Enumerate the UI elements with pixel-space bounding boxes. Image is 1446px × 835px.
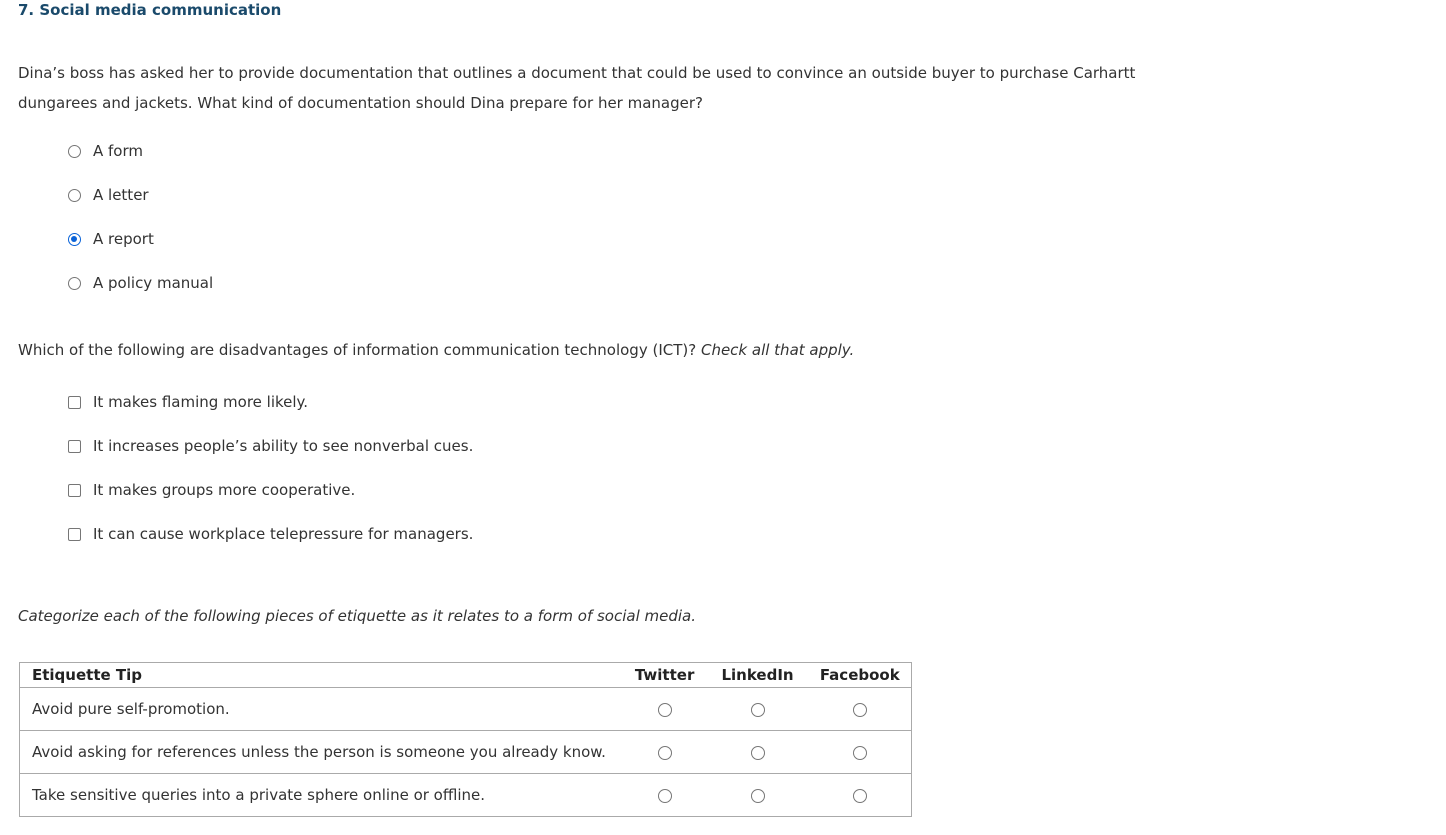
- q1-option-policy-manual[interactable]: [68, 273, 213, 293]
- cell-linkedin: [707, 731, 809, 774]
- table-row: [20, 688, 912, 731]
- option-label: A report: [93, 230, 154, 248]
- checkbox[interactable]: [68, 440, 81, 453]
- radio-twitter[interactable]: [658, 703, 672, 717]
- radio-linkedin[interactable]: [751, 746, 765, 760]
- table-row: [20, 774, 912, 817]
- cell-twitter: [623, 731, 707, 774]
- checkbox[interactable]: [68, 528, 81, 541]
- q1-option-report[interactable]: [68, 229, 154, 249]
- table-row: [20, 731, 912, 774]
- etiquette-tip-text: Avoid asking for references unless the person is someone you already know.: [20, 731, 623, 774]
- checkbox[interactable]: [68, 484, 81, 497]
- checkbox[interactable]: [68, 396, 81, 409]
- etiquette-table: [19, 662, 912, 817]
- radio-linkedin[interactable]: [751, 703, 765, 717]
- table-header-row: [20, 663, 912, 688]
- q2-option-flaming[interactable]: [68, 392, 308, 412]
- option-label: A policy manual: [93, 274, 214, 292]
- radio-button[interactable]: [68, 145, 81, 158]
- header-twitter: Twitter: [623, 663, 707, 688]
- question-2-text: Which of the following are disadvantages of information communication technology (ICT)?: [18, 341, 697, 359]
- radio-button[interactable]: [68, 189, 81, 202]
- radio-linkedin[interactable]: [751, 789, 765, 803]
- question-2-prompt: [18, 341, 854, 359]
- cell-facebook: [809, 688, 912, 731]
- option-label: It increases people’s ability to see nonverbal cues.: [93, 437, 474, 455]
- cell-twitter: [623, 774, 707, 817]
- q1-option-letter[interactable]: [68, 185, 149, 205]
- header-etiquette-tip: Etiquette Tip: [20, 663, 623, 688]
- radio-facebook[interactable]: [853, 789, 867, 803]
- cell-linkedin: [707, 774, 809, 817]
- q2-option-telepressure[interactable]: [68, 524, 473, 544]
- header-facebook: Facebook: [809, 663, 912, 688]
- radio-facebook[interactable]: [853, 746, 867, 760]
- q1-option-form[interactable]: [68, 141, 143, 161]
- cell-twitter: [623, 688, 707, 731]
- option-label: It makes groups more cooperative.: [93, 481, 356, 499]
- q2-option-nonverbal-cues[interactable]: [68, 436, 473, 456]
- option-label: A form: [93, 142, 144, 160]
- option-label: It can cause workplace telepressure for managers.: [93, 525, 474, 543]
- etiquette-tip-text: Avoid pure self-promotion.: [20, 688, 623, 731]
- cell-facebook: [809, 774, 912, 817]
- radio-facebook[interactable]: [853, 703, 867, 717]
- header-linkedin: LinkedIn: [707, 663, 809, 688]
- radio-twitter[interactable]: [658, 746, 672, 760]
- etiquette-tip-text: Take sensitive queries into a private sphere online or offline.: [20, 774, 623, 817]
- radio-twitter[interactable]: [658, 789, 672, 803]
- cell-linkedin: [707, 688, 809, 731]
- question-3-prompt: Categorize each of the following pieces of etiquette as it relates to a form of social media.: [18, 607, 697, 625]
- radio-button-selected[interactable]: [68, 233, 81, 246]
- q2-option-cooperative[interactable]: [68, 480, 355, 500]
- option-label: A letter: [93, 186, 149, 204]
- option-label: It makes flaming more likely.: [93, 393, 309, 411]
- question-2-instruction: Check all that apply.: [700, 341, 855, 359]
- page-title: 7. Social media communication: [18, 1, 282, 19]
- question-1-prompt: Dina’s boss has asked her to provide documentation that outlines a document that could be used to convince an outside buyer to purchase Carhartt dungarees and jackets. What kind of documentation should Dina prepare for her manager?: [18, 64, 1136, 112]
- radio-button[interactable]: [68, 277, 81, 290]
- cell-facebook: [809, 731, 912, 774]
